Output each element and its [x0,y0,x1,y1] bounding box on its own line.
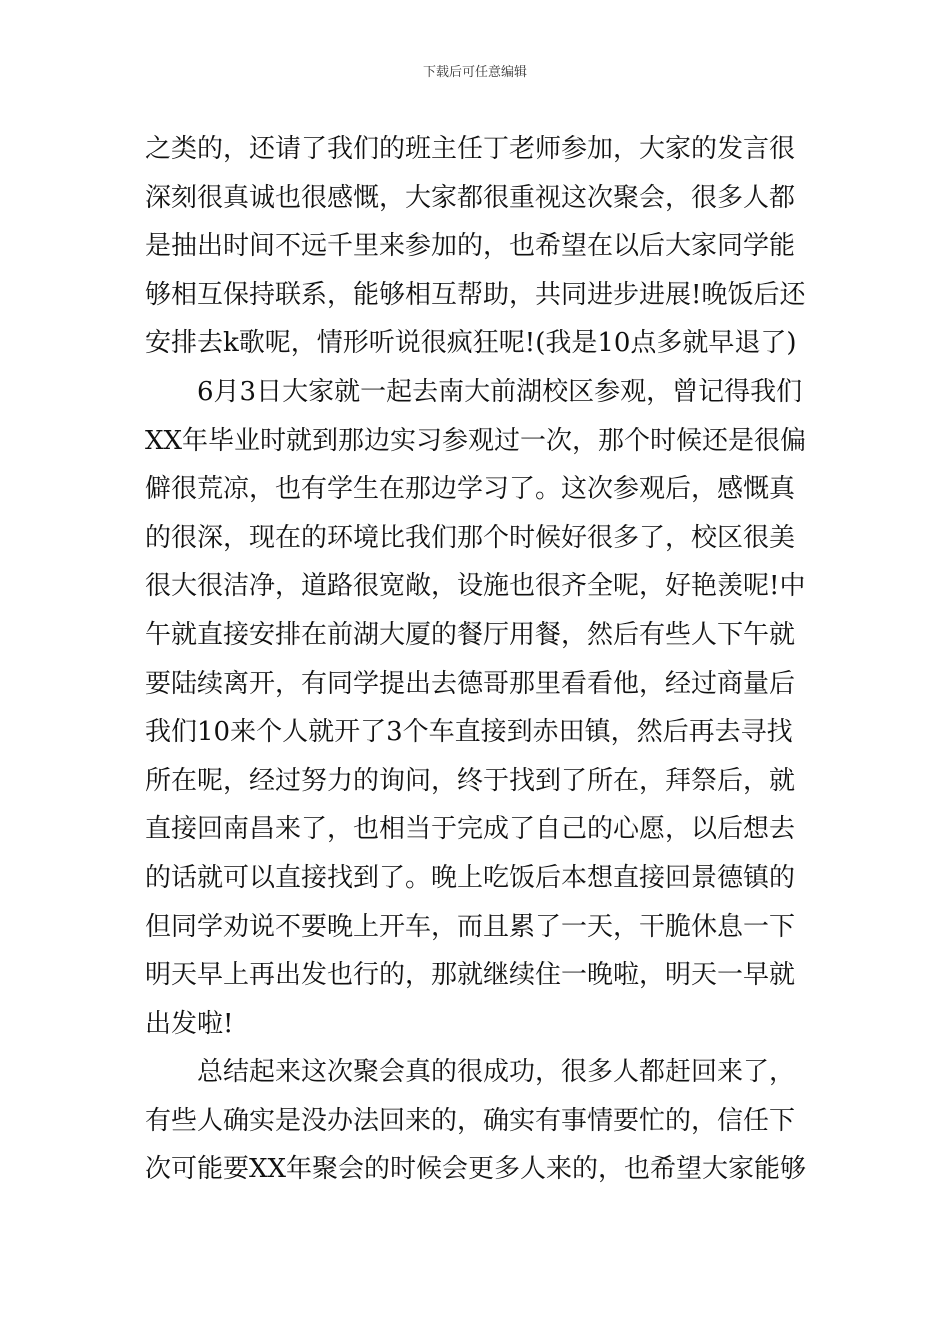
text-line: 午就直接安排在前湖大厦的餐厅用餐，然后有些人下午就 [145,619,796,650]
text-line: 之类的，还请了我们的班主任丁老师参加，大家的发言很 [145,134,796,164]
text-line: 深刻很真诚也很感慨，大家都很重视这次聚会，很多人都 [145,182,796,213]
text-line: 是抽出时间不远千里来参加的，也希望在以后大家同学能 [145,231,796,262]
text-line: 很大很洁净，道路很宽敞，设施也很齐全呢，好艳羡呢!中 [145,571,806,602]
text-line: 要陆续离开，有同学提出去德哥那里看看他，经过商量后 [145,668,796,699]
text-line: 我们10来个人就开了3个车直接到赤田镇，然后再去寻找 [145,717,793,748]
text-line: 但同学劝说不要晚上开车，而且累了一天，干脆休息一下 [145,911,796,942]
text-line: 直接回南昌来了，也相当于完成了自己的心愿，以后想去 [145,814,796,845]
text-line: 的话就可以直接找到了。晚上吃饭后本想直接回景德镇的 [145,862,796,893]
text-line: XX年毕业时就到那边实习参观过一次，那个时候还是很偏 [145,425,807,456]
text-line: 所在呢，经过努力的询问，终于找到了所在，拜祭后，就 [145,765,796,796]
text-line: 够相互保持联系，能够相互帮助，共同进步进展!晚饭后还 [145,279,806,310]
paragraph-start-line: 总结起来这次聚会真的很成功，很多人都赶回来了， [197,1057,796,1088]
text-line: 次可能要XX年聚会的时候会更多人来的，也希望大家能够 [145,1154,807,1185]
document-body [145,125,810,1194]
text-line: 有些人确实是没办法回来的，确实有事情要忙的，信任下 [145,1105,796,1136]
text-line: 安排去k歌呢，情形听说很疯狂呢!(我是10点多就早退了) [145,328,797,359]
text-line: 明天早上再出发也行的，那就继续住一晚啦，明天一早就 [145,960,796,991]
text-line: 的很深，现在的环境比我们那个时候好很多了，校区很美 [145,522,796,553]
page-header-note: 下载后可任意编辑 [422,65,527,80]
text-line: 僻很荒凉，也有学生在那边学习了。这次参观后，感慨真 [145,474,796,505]
paragraph-start-line: 6月3日大家就一起去南大前湖校区参观，曾记得我们 [197,376,803,407]
text-line: 出发啦! [145,1008,234,1039]
